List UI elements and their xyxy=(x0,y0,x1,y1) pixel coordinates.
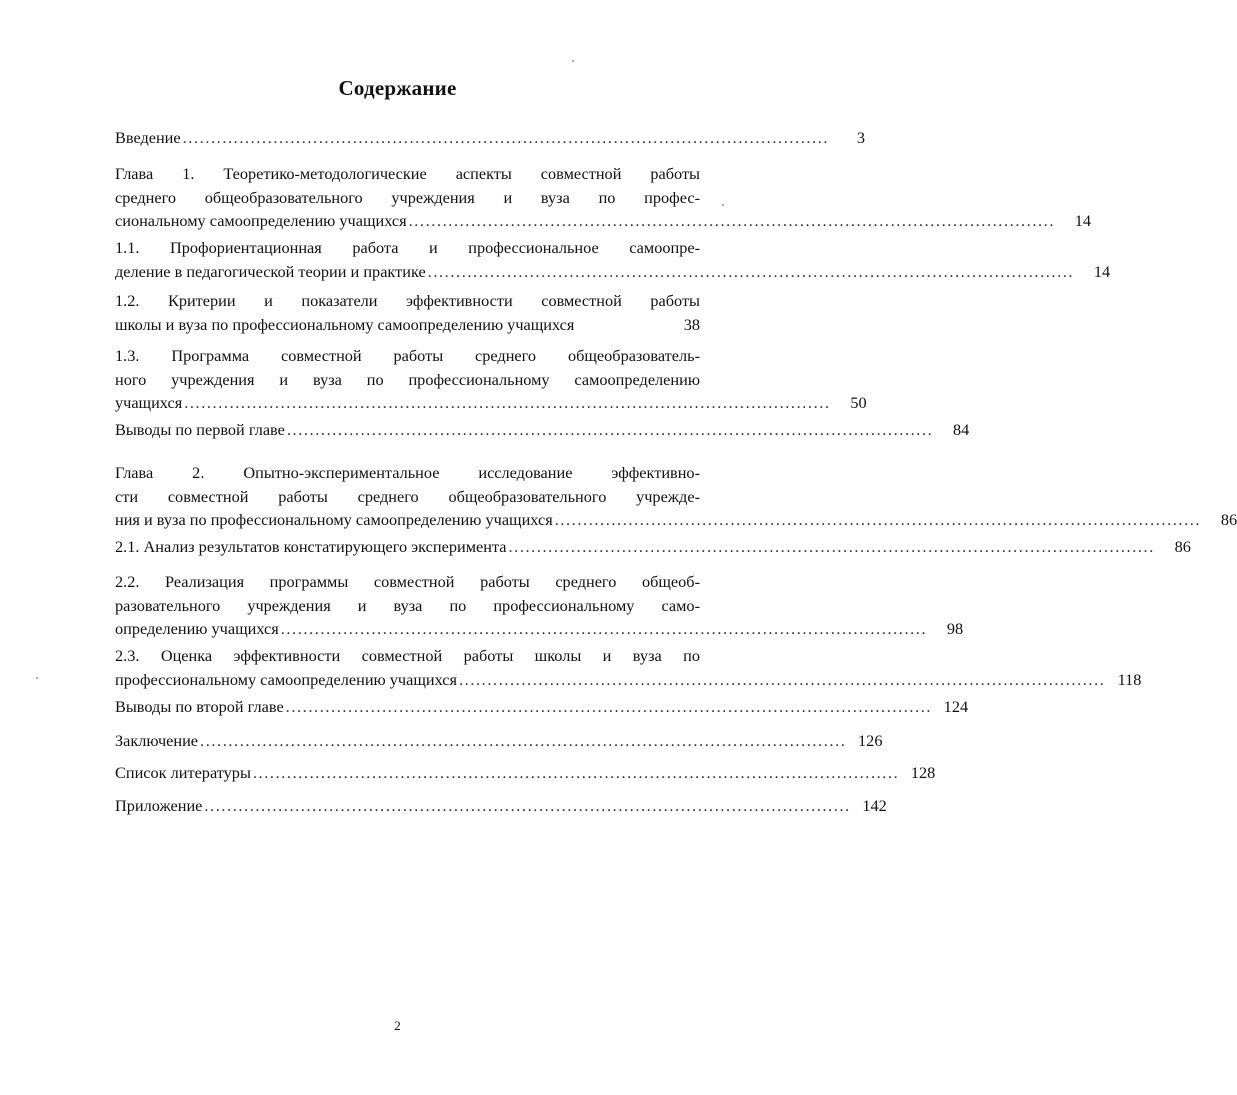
toc-line xyxy=(115,126,866,150)
toc-entry-text: сиональному самоопределению учащихся xyxy=(115,211,407,230)
toc-line: Глава 2. Опытно-экспериментальное исследование эффективно- xyxy=(115,463,700,482)
toc-page-number: 86 xyxy=(1220,510,1237,529)
toc-entry-text: Выводы по первой главе xyxy=(115,420,285,439)
toc-line xyxy=(115,668,1142,692)
toc-line: 1.1. Профориентационная работа и профессиональное самоопре- xyxy=(115,238,700,257)
toc-line xyxy=(115,761,936,785)
toc-page-number: 128 xyxy=(910,763,936,782)
toc-page-number: 142 xyxy=(862,796,887,815)
toc-entry-bibliography[interactable] xyxy=(115,761,936,785)
toc-entry-text: профессиональному самоопределению учащихся xyxy=(115,669,457,689)
toc-entry-text: школы и вуза по профессиональному самоопределению учащихся xyxy=(115,314,575,334)
toc-leader-dots: .................................................................................................................. xyxy=(204,796,851,815)
toc-page-number: 14 xyxy=(1093,261,1111,281)
toc-page-number: 3 xyxy=(856,128,866,147)
toc-page-number: 86 xyxy=(1174,537,1191,556)
toc-entry-2-3[interactable] xyxy=(115,644,1142,691)
toc-line: 2.2. Реализация программы совместной работы среднего общеоб- xyxy=(115,572,700,591)
toc-leader-dots: .................................................................................................................. xyxy=(554,510,1202,529)
toc-page-number: 126 xyxy=(858,731,883,750)
toc-page-number: 50 xyxy=(850,393,867,412)
toc-leader-dots: .................................................................................................................. xyxy=(459,669,1106,689)
toc-line: сти совместной работы среднего общеобразовательного учрежде- xyxy=(115,486,700,506)
toc-entry-conclusions-2[interactable] xyxy=(115,695,969,719)
toc-leader-dots: .................................................................................................................. xyxy=(508,537,1155,556)
toc-line xyxy=(115,617,964,641)
toc-entry-chapter-2[interactable] xyxy=(115,461,1237,532)
toc-entry-2-1[interactable] xyxy=(115,535,1191,559)
toc-entry-conclusion[interactable] xyxy=(115,729,883,753)
toc-entry-1-1[interactable] xyxy=(115,236,1111,283)
toc-line: 1.3. Программа совместной работы среднего общеобразователь- xyxy=(115,346,700,365)
toc-line xyxy=(115,418,970,442)
toc-leader-dots: .................................................................................................................. xyxy=(200,731,847,750)
page-title: Содержание xyxy=(338,76,457,100)
toc-page-number: 38 xyxy=(683,314,700,334)
toc-leader-dots: .................................................................................................................. xyxy=(408,211,1056,230)
toc-entry-text: Заключение xyxy=(115,731,199,750)
toc-line xyxy=(115,535,1191,559)
toc-entry-conclusions-1[interactable] xyxy=(115,418,970,442)
toc-line: разовательного учреждения и вуза по профессиональному само- xyxy=(115,595,700,615)
toc-line xyxy=(115,260,1111,284)
toc-entry-text: учащихся xyxy=(115,393,183,412)
scan-speck xyxy=(572,60,574,62)
toc-line: 1.2. Критерии и показатели эффективности совместной работы xyxy=(115,291,700,310)
toc-page-number: 118 xyxy=(1117,669,1142,689)
toc-leader-dots: .................................................................................................................. xyxy=(182,128,830,147)
toc-entry-chapter-1[interactable] xyxy=(115,162,1092,233)
toc-entry-text: Выводы по второй главе xyxy=(115,697,284,716)
toc-entry-intro[interactable] xyxy=(115,126,866,150)
toc-page-number: 98 xyxy=(946,619,964,638)
toc-entry-text: определению учащихся xyxy=(115,619,279,638)
toc-entry-2-2[interactable] xyxy=(115,570,964,641)
scan-speck xyxy=(36,677,38,679)
toc-entry-text: ния и вуза по профессиональному самоопределению учащихся xyxy=(115,510,553,529)
toc-entry-1-2[interactable] xyxy=(115,289,700,336)
toc-leader-dots: .................................................................................................................. xyxy=(285,697,933,716)
toc-line xyxy=(115,313,700,337)
toc-leader-dots: .................................................................................................................. xyxy=(286,420,934,439)
page-number: 2 xyxy=(394,1018,401,1033)
toc-line xyxy=(115,695,969,719)
toc-entry-text: Список литературы xyxy=(115,763,251,782)
toc-entry-text: 2.1. Анализ результатов констатирующего эксперимента xyxy=(115,537,507,556)
toc-leader-dots: .................................................................................................................. xyxy=(252,763,900,782)
toc-line xyxy=(115,729,883,753)
toc-leader-dots: .................................................................................................................. xyxy=(427,261,1075,281)
toc-line: Глава 1. Теоретико-методологические аспекты совместной работы xyxy=(115,164,700,183)
toc-leader-dots: .................................................................................................................. xyxy=(184,393,831,412)
toc-entry-text: Приложение xyxy=(115,796,203,815)
toc-line: ного учреждения и вуза по профессиональному самоопределению xyxy=(115,369,700,389)
scan-speck xyxy=(722,204,724,206)
toc-line xyxy=(115,794,887,818)
toc-page-number: 124 xyxy=(943,697,969,716)
toc-entry-text: Введение xyxy=(115,128,181,147)
toc-line xyxy=(115,209,1092,233)
toc-entry-1-3[interactable] xyxy=(115,344,867,415)
toc-line: среднего общеобразовательного учреждения и вуза по профес- xyxy=(115,187,700,207)
toc-line xyxy=(115,508,1237,532)
toc-entry-appendix[interactable] xyxy=(115,794,887,818)
toc-leader-dots: .................................................................................................................. xyxy=(280,619,928,638)
toc-page-number: 84 xyxy=(953,420,970,439)
toc-line: 2.3. Оценка эффективности совместной работы школы и вуза по xyxy=(115,646,700,665)
toc-page-number: 14 xyxy=(1074,211,1092,230)
toc-entry-text: деление в педагогической теории и практике xyxy=(115,261,426,281)
toc-line xyxy=(115,391,867,415)
